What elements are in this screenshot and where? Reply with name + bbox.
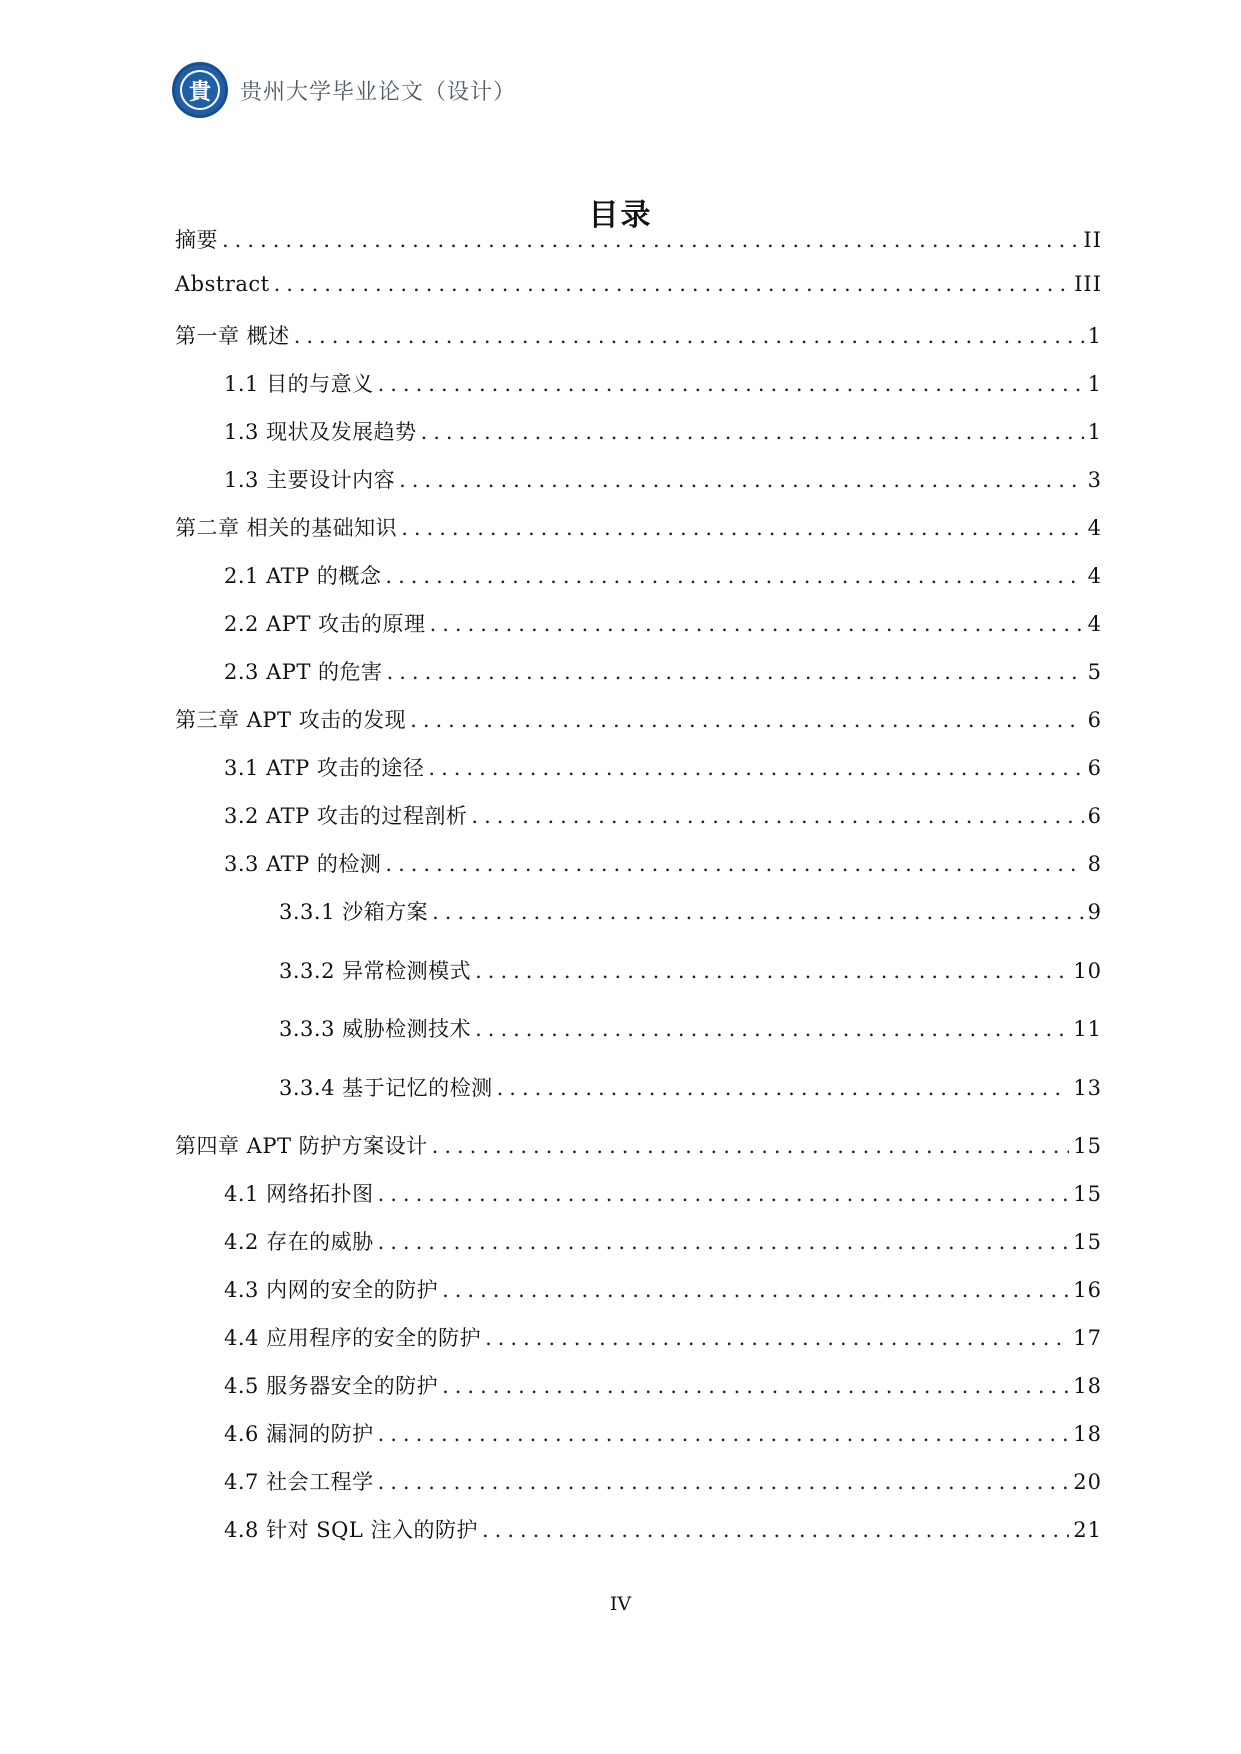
toc-entry[interactable] (175, 704, 1102, 734)
toc-dot-leader (421, 420, 1084, 444)
toc-entry[interactable] (224, 1466, 1102, 1496)
toc-entry[interactable] (175, 224, 1102, 254)
toc-dot-leader (482, 1518, 1069, 1542)
toc-entry-page: 15 (1073, 1134, 1102, 1158)
page-header (172, 62, 516, 118)
toc-entry-label: 3.3.3 威胁检测技术 (279, 1017, 472, 1041)
toc-dot-leader (432, 900, 1084, 924)
toc-entry-label: 第一章 概述 (175, 324, 290, 348)
toc-dot-leader (432, 1134, 1070, 1158)
toc-entry-label: 2.1 ATP 的概念 (224, 564, 382, 588)
toc-entry[interactable] (175, 512, 1102, 542)
toc-entry-page: 21 (1073, 1518, 1102, 1542)
toc-entry[interactable] (175, 272, 1102, 302)
toc-entry[interactable] (224, 1226, 1102, 1256)
toc-entry-page: 15 (1073, 1182, 1102, 1206)
toc-dot-leader (401, 516, 1083, 540)
toc-entry-label: 3.3 ATP 的检测 (224, 852, 382, 876)
toc-entry-label: 摘要 (175, 228, 218, 252)
toc-entry-label: 第三章 APT 攻击的发现 (175, 708, 407, 732)
toc-entry[interactable] (224, 1322, 1102, 1352)
toc-entry[interactable] (224, 1418, 1102, 1448)
toc-entry-page: 4 (1087, 612, 1102, 636)
toc-entry[interactable] (224, 608, 1102, 638)
toc-entry-label: 1.3 现状及发展趋势 (224, 420, 417, 444)
toc-dot-leader (274, 272, 1071, 296)
toc-entry[interactable] (279, 955, 1102, 985)
toc-entry-label: 4.8 针对 SQL 注入的防护 (224, 1518, 478, 1542)
toc-entry-page: 1 (1087, 420, 1102, 444)
page-number: IV (609, 1593, 632, 1615)
toc-entry-label: 3.3.4 基于记忆的检测 (279, 1076, 493, 1100)
toc-entry-page: 16 (1073, 1278, 1102, 1302)
toc-entry[interactable] (224, 752, 1102, 782)
toc-entry-label: 4.6 漏洞的防护 (224, 1422, 374, 1446)
toc-entry-page: II (1083, 228, 1102, 252)
toc-entry-label: 1.1 目的与意义 (224, 372, 374, 396)
toc-entry[interactable] (279, 1072, 1102, 1102)
page-title: 目录 (588, 198, 653, 233)
toc-entry-label: 4.3 内网的安全的防护 (224, 1278, 439, 1302)
toc-dot-leader (399, 468, 1084, 492)
toc-entry-label: 4.5 服务器安全的防护 (224, 1374, 439, 1398)
toc-entry-label: 3.2 ATP 攻击的过程剖析 (224, 804, 468, 828)
toc-dot-leader (410, 708, 1083, 732)
university-seal-icon: 貴 (172, 62, 228, 118)
toc-entry-page: 1 (1087, 372, 1102, 396)
toc-entry-label: 4.1 网络拓扑图 (224, 1182, 374, 1206)
toc-dot-leader (378, 1182, 1070, 1206)
toc-entry-label: 4.2 存在的威胁 (224, 1230, 374, 1254)
toc-dot-leader (378, 1422, 1070, 1446)
toc-dot-leader (385, 564, 1083, 588)
toc-dot-leader (378, 1230, 1070, 1254)
toc-entry[interactable] (279, 896, 1102, 926)
toc-dot-leader (387, 660, 1084, 684)
toc-entry[interactable] (224, 1178, 1102, 1208)
toc-dot-leader (475, 1017, 1069, 1041)
toc-entry[interactable] (224, 464, 1102, 494)
toc-entry[interactable] (279, 1013, 1102, 1043)
toc-dot-leader (485, 1326, 1069, 1350)
toc-entry-page: 15 (1073, 1230, 1102, 1254)
toc-entry-page: 4 (1087, 516, 1102, 540)
toc-dot-leader (471, 804, 1083, 828)
toc-dot-leader (442, 1278, 1069, 1302)
toc-dot-leader (428, 756, 1083, 780)
toc-entry-page: 6 (1087, 804, 1102, 828)
toc-entry-label: 第二章 相关的基础知识 (175, 516, 398, 540)
toc-entry[interactable] (224, 1274, 1102, 1304)
toc-entry-page: 4 (1087, 564, 1102, 588)
toc-entry[interactable] (224, 1370, 1102, 1400)
toc-entry[interactable] (224, 1514, 1102, 1544)
header-text: 贵州大学毕业论文（设计） (240, 79, 517, 105)
toc-entry-label: 2.3 APT 的危害 (224, 660, 383, 684)
toc-dot-leader (430, 612, 1084, 636)
toc-dot-leader (475, 959, 1069, 983)
toc-entry-page: 3 (1087, 468, 1102, 492)
toc-entry-page: 13 (1073, 1076, 1102, 1100)
toc-entry-page: 6 (1087, 708, 1102, 732)
toc-entry-page: 20 (1073, 1470, 1102, 1494)
toc-entry-label: 3.3.2 异常检测模式 (279, 959, 472, 983)
toc-entry[interactable] (224, 416, 1102, 446)
toc-entry[interactable] (224, 800, 1102, 830)
toc-entry-page: 11 (1073, 1017, 1102, 1041)
toc-dot-leader (378, 372, 1084, 396)
toc-dot-leader (222, 228, 1079, 252)
toc-entry-page: 5 (1087, 660, 1102, 684)
toc-dot-leader (497, 1076, 1070, 1100)
toc-entry[interactable] (224, 368, 1102, 398)
toc-entry[interactable] (175, 320, 1102, 350)
toc-dot-leader (378, 1470, 1070, 1494)
toc-entry-page: 8 (1087, 852, 1102, 876)
toc-entry-label: 2.2 APT 攻击的原理 (224, 612, 426, 636)
toc-entry[interactable] (224, 560, 1102, 590)
toc-entry[interactable] (224, 848, 1102, 878)
toc-dot-leader (385, 852, 1083, 876)
toc-entry-page: III (1074, 272, 1102, 296)
toc-dot-leader (442, 1374, 1069, 1398)
toc-entry-label: 1.3 主要设计内容 (224, 468, 396, 492)
toc-entry-label: 第四章 APT 防护方案设计 (175, 1134, 428, 1158)
toc-entry-label: 3.3.1 沙箱方案 (279, 900, 429, 924)
toc-entry-label: 3.1 ATP 攻击的途径 (224, 756, 425, 780)
toc-entry-page: 9 (1087, 900, 1102, 924)
toc-entry-label: 4.4 应用程序的安全的防护 (224, 1326, 482, 1350)
toc-entry-page: 10 (1073, 959, 1102, 983)
toc-dot-leader (294, 324, 1084, 348)
toc-entry-label: 4.7 社会工程学 (224, 1470, 374, 1494)
toc-entry-page: 18 (1073, 1422, 1102, 1446)
toc-entry-page: 18 (1073, 1374, 1102, 1398)
toc-entry-page: 17 (1073, 1326, 1102, 1350)
toc-entry[interactable] (224, 656, 1102, 686)
toc-entry-page: 6 (1087, 756, 1102, 780)
toc-entry[interactable] (175, 1130, 1102, 1160)
toc-entry-page: 1 (1087, 324, 1102, 348)
toc-entry-label: Abstract (175, 272, 270, 296)
